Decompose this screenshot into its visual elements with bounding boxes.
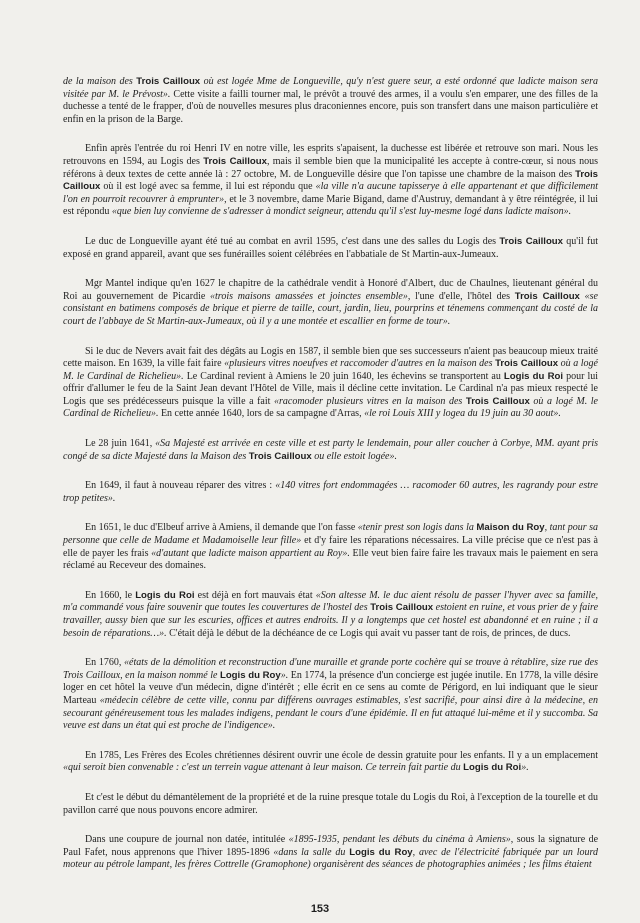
text-run: , sous la signature de Paul Fafet, nous apprenons que l'hiver 1895-1896 xyxy=(63,834,599,858)
paragraph-p5 xyxy=(63,346,598,422)
text-run: En cette année 1640, lors de sa campagne d'Arras, xyxy=(158,408,365,420)
text-run: Le Cardinal revient à Amiens le 20 juin 1640, les échevins se transportent au xyxy=(183,370,504,382)
paragraph-p6 xyxy=(63,438,598,463)
text-run: C'était déjà le début de la déchéance de ce Logis qui avait vu passer tant de rois, de princes, de ducs. xyxy=(166,627,571,639)
paragraph-p10 xyxy=(63,657,598,733)
text-run: En 1785, Les Frères des Ecoles chrétiennes désirent ouvrir une école de dessin gratuite pour les enfants. Il y a un emplacement xyxy=(85,749,598,761)
paragraph-p8 xyxy=(63,522,598,572)
text-run: où il est logé avec sa femme, il lui est répondu que xyxy=(100,181,316,193)
paragraph-p7 xyxy=(63,480,598,505)
italic-quote: «se consistant en batimens composés de brique et pierre de taille, court, jardin, lieu, pourprins et ténemens commençant du costé de la court de l'abbaye de St Martin-aux-Jumeaux, où il y a une montée et escallier en forme de tour». xyxy=(63,290,598,327)
italic-quote: «états de la démolition et reconstruction d'une muraille et grande porte cochère qui se trouve à rétablire, size rue des Trois Cailloux, en la maison nommé le xyxy=(63,657,598,681)
paragraph-p1 xyxy=(63,76,598,126)
place-name: Trois Cailloux xyxy=(514,290,580,302)
text-run: Le 28 juin 1641, xyxy=(85,438,156,450)
paragraph-p13 xyxy=(63,834,598,872)
place-name: Trois Cailloux xyxy=(63,168,598,193)
italic-quote: «le roi Louis XIII y logea du 19 juin au 30 aout». xyxy=(364,408,561,420)
text-run: Enfin après l'entrée du roi Henri IV en notre ville, les esprits s'apaisent, la duchesse est libérée et retrouve son mari. Nous les retrouvons en 1594, au Logis des xyxy=(63,143,598,167)
italic-quote: , tant pour sa personne que celle de Madame et Madamoiselle leur fille» xyxy=(63,522,598,547)
text-run: est déjà en fort mauvais état xyxy=(194,589,316,601)
place-name: Logis du Roi xyxy=(135,589,195,601)
italic-quote: «racomoder plusieurs vitres en la maison des xyxy=(274,395,466,407)
text-run: pour lui offrir d'allumer le feu de la Saint Jean devant l'Hôtel de Ville, mais il décline cette invitation. Le Cardinal n'a pas mieux respecté le Logis que ses prédécesseurs puisque la ville a fait xyxy=(63,370,599,407)
italic-quote: «dans la salle du xyxy=(273,846,350,858)
place-name: Trois Cailloux xyxy=(136,76,201,87)
text-body xyxy=(63,76,598,872)
italic-quote: ou elle estoit logée». xyxy=(311,450,397,462)
paragraph-p12 xyxy=(63,792,598,817)
text-run: Mgr Mantel indique qu'en 1627 le chapitre de la cathédrale vendit à Honoré d'Albert, duc de Chaulnes, lieutenant général du Roi au gouvernement de Picardie xyxy=(63,278,598,302)
text-run: En 1660, le xyxy=(85,589,136,601)
place-name: Trois Cailloux xyxy=(370,602,434,614)
text-run: Et c'est le début du démantèlement de la propriété et de la ruine presque totale du Logis du Roi, à l'exception de la tourelle et du pavillon carré que nous pouvons encore admirer. xyxy=(63,791,598,816)
italic-quote: «Sa Majesté est arrivée en ceste ville et est party le lendemain, pour aller coucher à Corbye, MM. ayant pris congé de sa dicte Majesté dans la Maison des xyxy=(63,438,598,462)
italic-quote: de la maison des xyxy=(63,76,137,87)
italic-quote: où est logée Mme de Longueville, qu'y n'est guere seur, a esté ordonné que ladicte maison sera visitée par M. le Prévost». xyxy=(63,76,598,100)
italic-quote: «qui seroit bien convenable : c'est un terrein vague attenant à leur maison. Ce terrein fait partie du xyxy=(63,762,464,774)
italic-quote: «que bien luy convienne de s'adresser à mondict seigneur, attendu qu'il s'est luy-mesme logé dans ladicte maison». xyxy=(111,206,572,218)
place-name: Logis du Roi xyxy=(463,762,522,774)
place-name: Logis du Roi xyxy=(503,370,564,382)
text-run: , mais il semble bien que la municipalité les accepte à contre-cœur, si nous nous référons à deux textes de cette année là : 27 octobre, M. de Longueville désire que l'on tapisse une chambre de la maison des xyxy=(63,155,598,180)
italic-quote: «140 vitres fort endommagées … racomoder 60 autres, les ragrandy pour estre trop petites». xyxy=(63,480,598,504)
text-run: En 1651, le duc d'Elbeuf arrive à Amiens, il demande que l'on fasse xyxy=(85,522,358,534)
text-run: En 1649, il faut à nouveau réparer des vitres : xyxy=(85,480,276,492)
place-name: Trois Cailloux xyxy=(203,155,267,167)
italic-quote: «plusieurs vitres noeufves et raccomoder d'autres en la maison des xyxy=(224,358,496,370)
text-run: Si le duc de Nevers avait fait des dégâts au Logis en 1587, il semble bien que ses successeurs n'aient pas beaucoup mieux traité cette maison. En 1639, la ville fait faire xyxy=(63,345,598,370)
italic-quote: «médecin célèbre de cette ville, connu par différens ouvrages estimables, s'est sacrifié, pour ainsi dire à la médecine, en secourant généreusement tous les malades indigens, pendant le cours d'une épidémie. Il en fut attaqué lui-même et il y succomba. Sa veuve est dans un état qui est proche de l'indigence». xyxy=(63,694,598,732)
page-number: 153 xyxy=(310,903,330,915)
italic-quote: où a logé M. le Cardinal de Richelieu». xyxy=(63,395,598,420)
italic-quote: ». xyxy=(521,762,529,774)
paragraph-p2 xyxy=(63,143,598,219)
italic-quote: «1895-1935, pendant les débuts du cinéma à Amiens» xyxy=(288,834,511,846)
paragraph-p4 xyxy=(63,278,598,328)
text-run: En 1774, la présence d'un concierge est jugée inutile. En 1778, la ville désire loger en cet hôtel la veuve d'un médecin, digne d'intérêt ; elle écrit en ce sens au comte de Périgord, en lui indiquant que le sieur Marteau xyxy=(63,669,599,706)
text-run: et d'y faire les réparations nécessaires. La ville précise que ce n'est pas à elle de payer les frais xyxy=(63,535,598,559)
text-run: Le duc de Longueville ayant été tué au combat en avril 1595, c'est dans une des salles du Logis des xyxy=(85,235,500,247)
text-run: , et le 3 novembre, dame Marie Bigand, dame d'Austruy, demandant à y être réintégrée, il lui est répondu xyxy=(63,193,599,218)
place-name: Logis du Roy xyxy=(219,669,281,681)
place-name: Trois Cailloux xyxy=(465,395,530,407)
italic-quote: «tenir prest son logis dans la xyxy=(357,522,477,534)
italic-quote: «Son altesse M. le duc aient résolu de passer l'hyver avec sa famille, m'a commandé vous faire souvenir que toutes les couvertures de l'hostel des xyxy=(63,589,599,614)
paragraph-p3 xyxy=(63,236,598,261)
place-name: Trois Cailloux xyxy=(248,450,312,462)
text-run: , l'une d'elle, l'hôtel des xyxy=(407,290,515,302)
italic-quote: où a logé M. le Cardinal de Richelieu». xyxy=(63,358,598,382)
italic-quote: «d'autant que ladicte maison appartient au Roy». xyxy=(151,547,350,559)
place-name: Trois Cailloux xyxy=(499,235,564,247)
italic-quote: ». xyxy=(280,669,289,681)
place-name: Maison du Roy xyxy=(476,522,545,534)
text-run: Dans une coupure de journal non datée, intitulée xyxy=(85,834,289,846)
place-name: Trois Cailloux xyxy=(495,358,559,370)
text-run: qu'il fut exposé en grand appareil, avant que ses funérailles soient célébrées en l'abbatiale de St Martin-aux-Jumeaux. xyxy=(63,235,598,260)
text-run: Cette visite a failli tourner mal, le prévôt a trouvé des armes, il a voulu s'en emparer, une des filles de la duchesse a tenté de le frapper, d'où de nouvelles mesures plus draconiennes encore, puis son transfert dans une maison particulière et enfin en la prison de la Barge. xyxy=(63,88,598,125)
italic-quote: , avec de l'électricité fabriquée par un lourd moteur au pétrole lampant, les frères Cottrelle (Gramophone) organisèrent des séances de photographies animées ; les films étaient xyxy=(63,846,599,871)
italic-quote: «la ville n'a aucune tapisserye à elle appartenant et que difficilement l'on en pourroit recouvrer à emprunter» xyxy=(63,181,598,205)
italic-quote: estoient en ruine, et vous prier de y faire travailler, aussy bien que sur les escuries, offices et autres endroits. Il y a longtemps que cet hostel est abandonné et en ruine ; il a besoin de réparations…». xyxy=(63,602,599,639)
paragraph-p11 xyxy=(63,750,598,775)
paragraph-p9 xyxy=(63,590,598,640)
italic-quote: «trois maisons amassées et joinctes ensemble» xyxy=(210,290,408,302)
text-run: En 1760, xyxy=(85,657,125,669)
text-run: Elle veut bien faire faire les travaux mais le paiement en sera réclamé au Receveur des domaines. xyxy=(63,547,599,572)
place-name: Logis du Roy xyxy=(349,846,413,858)
